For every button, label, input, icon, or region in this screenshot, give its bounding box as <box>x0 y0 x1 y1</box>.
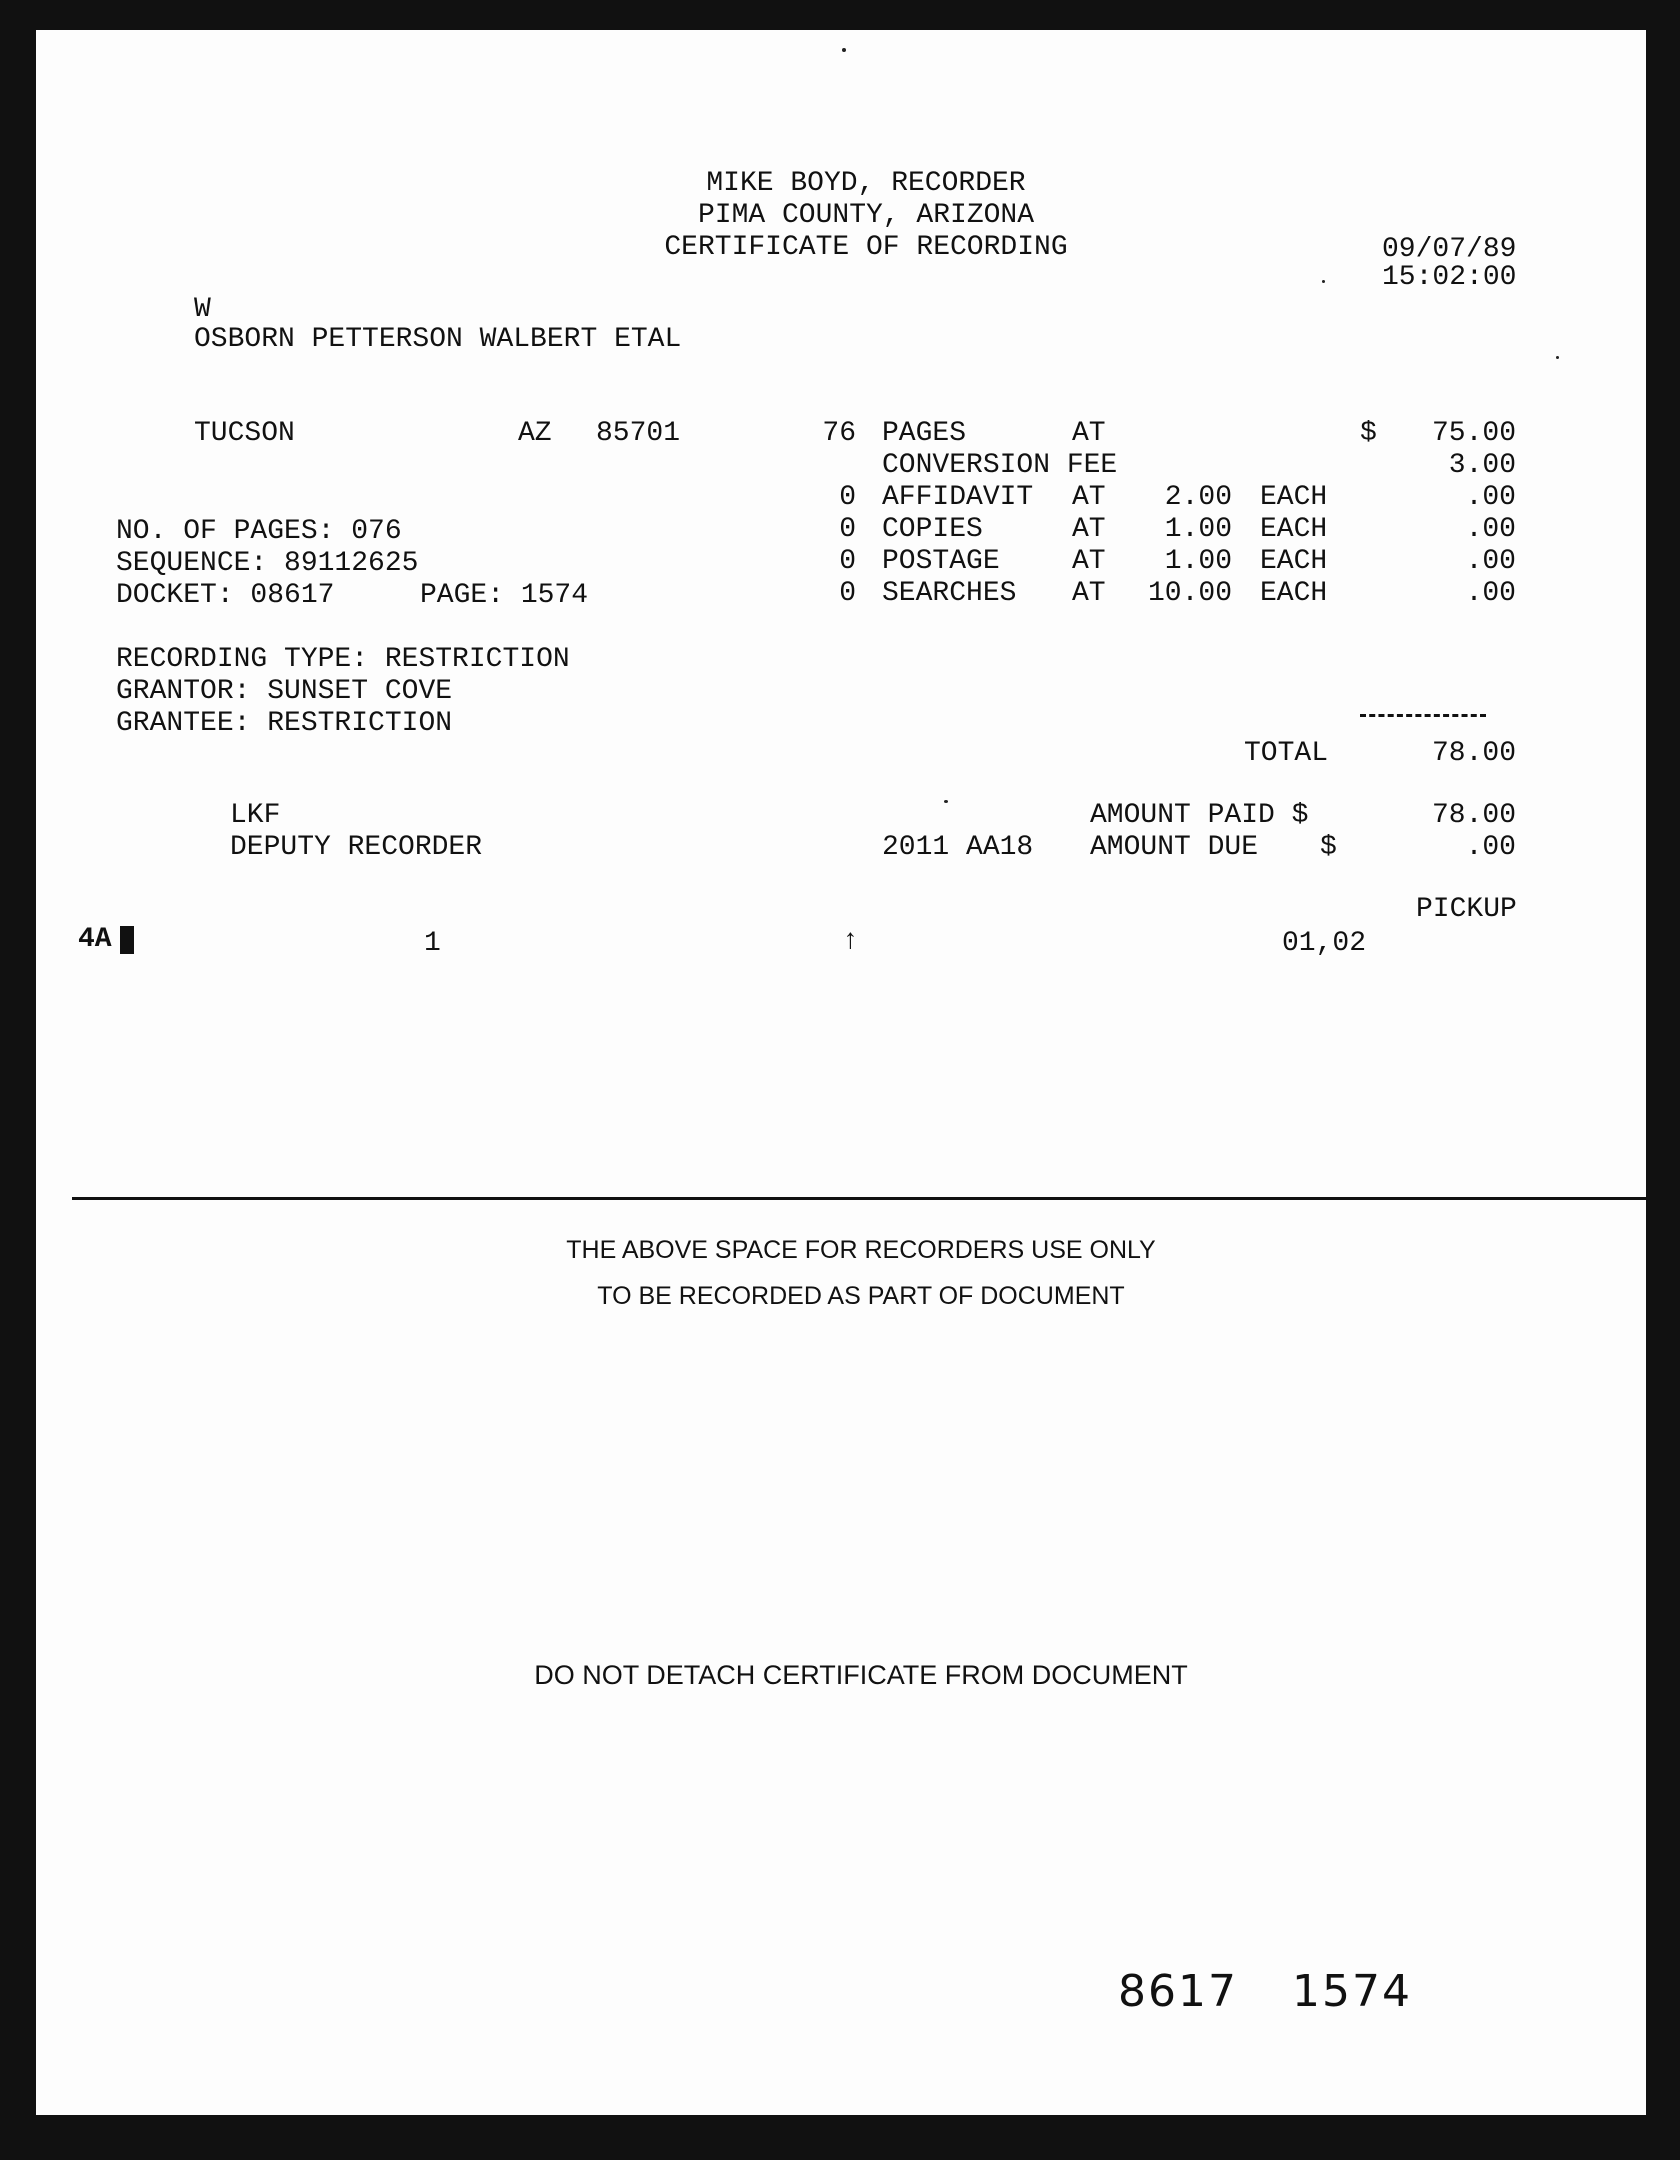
certificate-sheet <box>36 30 1646 2115</box>
docket-number: DOCKET: 08617 <box>116 580 335 611</box>
fee-at: AT <box>1072 482 1106 513</box>
deputy-initials: LKF <box>230 800 281 831</box>
stamp-page: 1574 <box>1292 1966 1412 2017</box>
register-code: 2011 AA18 <box>882 832 1034 863</box>
fee-amount: .00 <box>1465 482 1516 513</box>
pickup-label: PICKUP <box>1416 894 1517 925</box>
fee-qty: 0 <box>839 482 856 513</box>
record-time: 15:02:00 <box>1382 262 1517 293</box>
recipient-zip: 85701 <box>596 418 681 449</box>
fee-each: EACH <box>1260 514 1328 545</box>
fee-amount: .00 <box>1465 546 1516 577</box>
detach-warning: DO NOT DETACH CERTIFICATE FROM DOCUMENT <box>534 1660 1188 1690</box>
amount-paid-label: AMOUNT PAID $ <box>1090 800 1309 831</box>
fee-at: AT <box>1072 546 1106 577</box>
recorders-use-notice: THE ABOVE SPACE FOR RECORDERS USE ONLY <box>566 1236 1156 1264</box>
stamp-docket: 8617 <box>1118 1966 1238 2017</box>
grantor: GRANTOR: SUNSET COVE <box>116 676 453 707</box>
batch-codes: 01,02 <box>1282 928 1367 959</box>
fee-rate: 2.00 <box>1164 482 1232 513</box>
scan-speck <box>842 48 846 52</box>
fee-qty: 0 <box>839 514 856 545</box>
recorder-name: MIKE BOYD, RECORDER <box>706 168 1026 199</box>
recipient-state: AZ <box>518 418 552 449</box>
fee-amount: 3.00 <box>1448 450 1516 481</box>
fee-each: EACH <box>1260 578 1328 609</box>
total-divider <box>1360 714 1486 717</box>
number-of-pages: NO. OF PAGES: 076 <box>116 516 402 547</box>
amount-due-label: AMOUNT DUE <box>1090 832 1259 863</box>
fee-item: PAGES <box>882 418 967 449</box>
record-date: 09/07/89 <box>1382 234 1517 265</box>
recipient-name: OSBORN PETTERSON WALBERT ETAL <box>194 324 682 355</box>
scan-speck <box>1556 356 1559 359</box>
scan-speck <box>1322 280 1325 283</box>
fee-qty: 76 <box>822 418 856 449</box>
fee-item: CONVERSION FEE <box>882 450 1118 481</box>
grantee: GRANTEE: RESTRICTION <box>116 708 453 739</box>
fee-qty: 0 <box>839 578 856 609</box>
total-amount: 78.00 <box>1431 738 1516 769</box>
recipient-initial: W <box>194 294 211 325</box>
amount-due: .00 <box>1465 832 1516 863</box>
recipient-city: TUCSON <box>194 418 295 449</box>
fee-qty: 0 <box>839 546 856 577</box>
fee-rate: 1.00 <box>1164 514 1232 545</box>
fee-each: EACH <box>1260 546 1328 577</box>
fee-at: AT <box>1072 514 1106 545</box>
fee-rate: 1.00 <box>1164 546 1232 577</box>
fee-item: POSTAGE <box>882 546 1000 577</box>
sequence-number: SEQUENCE: 89112625 <box>116 548 419 579</box>
fee-item: SEARCHES <box>882 578 1017 609</box>
county-name: PIMA COUNTY, ARIZONA <box>697 200 1035 231</box>
fee-at: AT <box>1072 578 1106 609</box>
fee-rate: 10.00 <box>1147 578 1232 609</box>
batch-code: 4A <box>78 924 112 955</box>
fee-item: COPIES <box>882 514 983 545</box>
batch-count: 1 <box>424 928 441 959</box>
arrow-mark: ↑ <box>842 926 859 957</box>
batch-mark <box>120 926 134 954</box>
amount-paid: 78.00 <box>1431 800 1516 831</box>
certificate-title: CERTIFICATE OF RECORDING <box>664 232 1068 263</box>
recorder-area-divider <box>72 1197 1646 1200</box>
amount-due-dollar: $ <box>1320 832 1337 863</box>
total-label: TOTAL <box>1244 738 1329 769</box>
fee-each: EACH <box>1260 482 1328 513</box>
page-number: PAGE: 1574 <box>420 580 589 611</box>
recording-type: RECORDING TYPE: RESTRICTION <box>116 644 570 675</box>
record-part-notice: TO BE RECORDED AS PART OF DOCUMENT <box>597 1282 1125 1310</box>
deputy-title: DEPUTY RECORDER <box>230 832 483 863</box>
fee-dollar: $ <box>1360 418 1377 449</box>
fee-amount: .00 <box>1465 514 1516 545</box>
fee-at: AT <box>1072 418 1106 449</box>
scan-speck <box>944 800 948 803</box>
fee-item: AFFIDAVIT <box>882 482 1034 513</box>
fee-amount: .00 <box>1465 578 1516 609</box>
fee-amount: 75.00 <box>1431 418 1516 449</box>
